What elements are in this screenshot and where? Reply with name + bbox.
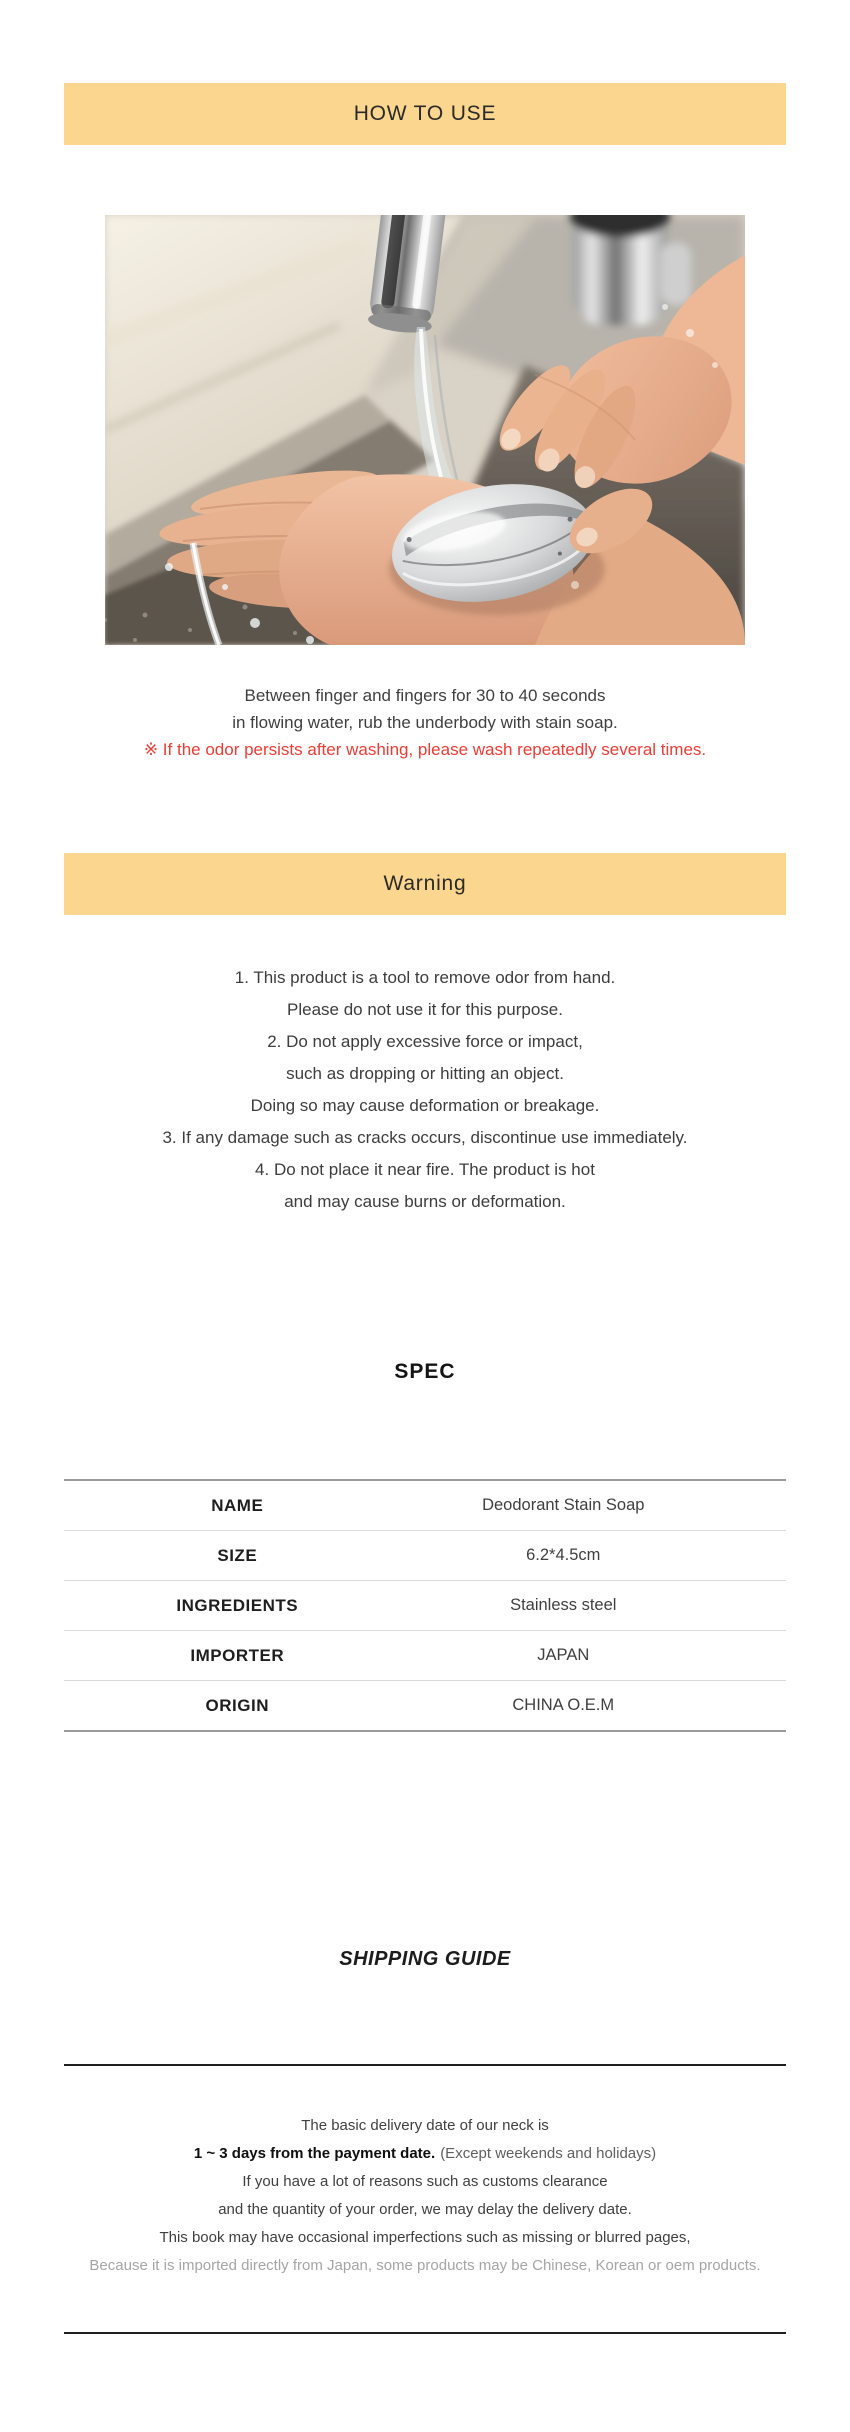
shipping-guide-text	[0, 2112, 850, 2280]
warning-line: and may cause burns or deformation.	[284, 1192, 566, 1211]
warning-list	[0, 962, 850, 1218]
spec-value: CHINA O.E.M	[512, 1696, 615, 1714]
spec-value: JAPAN	[537, 1646, 590, 1664]
spec-label: SIZE	[217, 1545, 258, 1565]
soap-washing-photo	[105, 215, 745, 645]
usage-caption-alert: ※ If the odor persists after washing, please wash repeatedly several times.	[143, 740, 707, 759]
warning-line: such as dropping or hitting an object.	[286, 1064, 564, 1083]
shipping-line1: The basic delivery date of our neck is	[301, 2117, 549, 2134]
spec-row-size	[64, 1530, 786, 1580]
warning-line: 4. Do not place it near fire. The product is hot	[255, 1160, 595, 1179]
spec-title: SPEC	[394, 1360, 456, 1383]
warning-line: 2. Do not apply excessive force or impact,	[267, 1032, 583, 1051]
shipping-line2-note: (Except weekends and holidays)	[440, 2145, 657, 2162]
spec-label: IMPORTER	[190, 1645, 285, 1665]
spec-table	[64, 1479, 786, 1732]
spec-label: ORIGIN	[205, 1695, 269, 1715]
spec-value: Stainless steel	[510, 1596, 617, 1614]
shipping-line6: Because it is imported directly from Japan, some products may be Chinese, Korean or oem products.	[89, 2257, 761, 2274]
product-photo	[105, 215, 745, 645]
usage-caption	[0, 682, 850, 763]
spec-row-ingredients	[64, 1580, 786, 1630]
shipping-line5: This book may have occasional imperfections such as missing or blurred pages,	[159, 2229, 691, 2246]
warning-line: Please do not use it for this purpose.	[287, 1000, 563, 1019]
spec-label: INGREDIENTS	[176, 1595, 299, 1615]
spec-row-importer	[64, 1630, 786, 1680]
shipping-guide-title: SHIPPING GUIDE	[339, 1948, 511, 1970]
spec-row-name	[64, 1481, 786, 1530]
spec-value: Deodorant Stain Soap	[482, 1496, 645, 1514]
spec-value: 6.2*4.5cm	[526, 1546, 601, 1564]
spec-row-origin	[64, 1680, 786, 1730]
how-to-use-title: HOW TO USE	[353, 102, 497, 125]
shipping-line2-bold: 1 ~ 3 days from the payment date.	[193, 2145, 436, 2162]
shipping-line4: and the quantity of your order, we may delay the delivery date.	[218, 2201, 632, 2218]
warning-line: Doing so may cause deformation or breakage.	[250, 1096, 600, 1115]
shipping-line2	[0, 2140, 850, 2168]
shipping-divider-bottom	[64, 2332, 786, 2334]
warning-section-header	[64, 853, 786, 915]
warning-line: 3. If any damage such as cracks occurs, discontinue use immediately.	[162, 1128, 688, 1147]
spec-label: NAME	[211, 1495, 264, 1515]
warning-line: 1. This product is a tool to remove odor from hand.	[234, 968, 616, 987]
usage-caption-line2: in flowing water, rub the underbody with stain soap.	[232, 713, 618, 732]
usage-caption-line1: Between finger and fingers for 30 to 40 seconds	[244, 686, 606, 705]
shipping-line3: If you have a lot of reasons such as customs clearance	[242, 2173, 608, 2190]
how-to-use-section-header	[64, 83, 786, 145]
shipping-divider-top	[64, 2064, 786, 2066]
warning-title: Warning	[383, 872, 467, 895]
